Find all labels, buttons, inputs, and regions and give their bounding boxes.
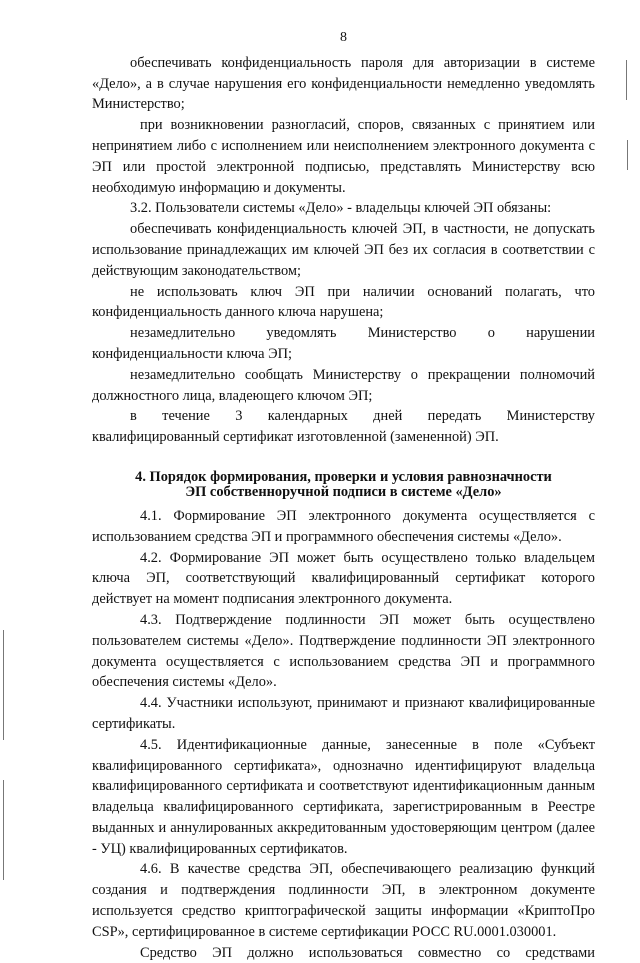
paragraph: 4.3. Подтверждение подлинности ЭП может быть осуществлено пользователем системы «Дело». Подтверждение подлинности ЭП электронного документа осуществляется с использованием средства ЭП и программного обеспечения системы «Дело». [92,611,595,691]
paragraph: обеспечивать конфиденциальность ключей ЭП, в частности, не допускать использование принадлежащих им ключей ЭП без их согласия в соответствии с действующим законодательством; [92,221,595,279]
paragraph: в течение 3 календарных дней передать Министерству квалифицированный сертификат изготовленной (замененной) ЭП. [92,408,595,446]
paragraph: 4.6. В качестве средства ЭП, обеспечивающего реализацию функций создания и подтверждения подлинности ЭП, в электронном документе используется средство криптографической защиты информации «КриптоПро CSP», сертифицированное в системе сертификации РОСС RU.0001.030001. [92,861,595,940]
paragraph: при возникновении разногласий, споров, связанных с принятием или непринятием либо с исполнением или неисполнением электронного документа с ЭП или простой электронной подписью, представлять Министерству всю необходимую информацию и документы. [92,117,595,196]
paragraph: Средство ЭП должно использоваться совместно со средствами [140,944,595,961]
scan-edge-mark [3,630,4,740]
paragraph: обеспечивать конфиденциальность пароля для авторизации в системе «Дело», а в случае нарушения его конфиденциальности немедленно уведомлять Министерство; [92,54,595,113]
paragraph: 4.5. Идентификационные данные, занесенные в поле «Субъект квалифицированного сертификата», однозначно идентифицируют владельца квалифицированного сертификата и соответствуют идентификационным данным владельца квалифицированного сертификата, зарегистрированным в Реестре выданных и аннулированных аккредитованным удостоверяющим центром (далее - УЦ) квалифицированных сертификатов. [92,736,595,857]
paragraph: 4.1. Формирование ЭП электронного документа осуществляется с использованием средства ЭП и программного обеспечения системы «Дело». [92,507,595,545]
scan-edge-mark [3,780,4,880]
paragraph: незамедлительно уведомлять Министерство о нарушении конфиденциальности ключа ЭП; [92,325,595,362]
section-heading-line: 4. Порядок формирования, проверки и условия равнозначности [135,468,552,485]
paragraph: не использовать ключ ЭП при наличии оснований полагать, что конфиденциальность данного ключа нарушена; [92,283,595,321]
page-number: 8 [340,30,347,45]
paragraph: 4.2. Формирование ЭП может быть осуществлено только владельцем ключа ЭП, соответствующий квалифицированный сертификат которого действует на момент подписания электронного документа. [92,549,595,608]
section-heading [92,470,595,500]
section-heading-line: ЭП собственноручной подписи в системе «Дело» [185,483,502,500]
paragraph: 4.4. Участники используют, принимают и признают квалифицированные сертификаты. [92,695,595,732]
paragraph: 3.2. Пользователи системы «Дело» - владельцы ключей ЭП обязаны: [130,200,552,217]
scan-edge-mark [626,60,627,100]
paragraph: незамедлительно сообщать Министерству о прекращении полномочий должностного лица, владеющего ключом ЭП; [92,366,595,404]
scan-edge-mark [627,140,628,170]
document-page [92,28,595,963]
